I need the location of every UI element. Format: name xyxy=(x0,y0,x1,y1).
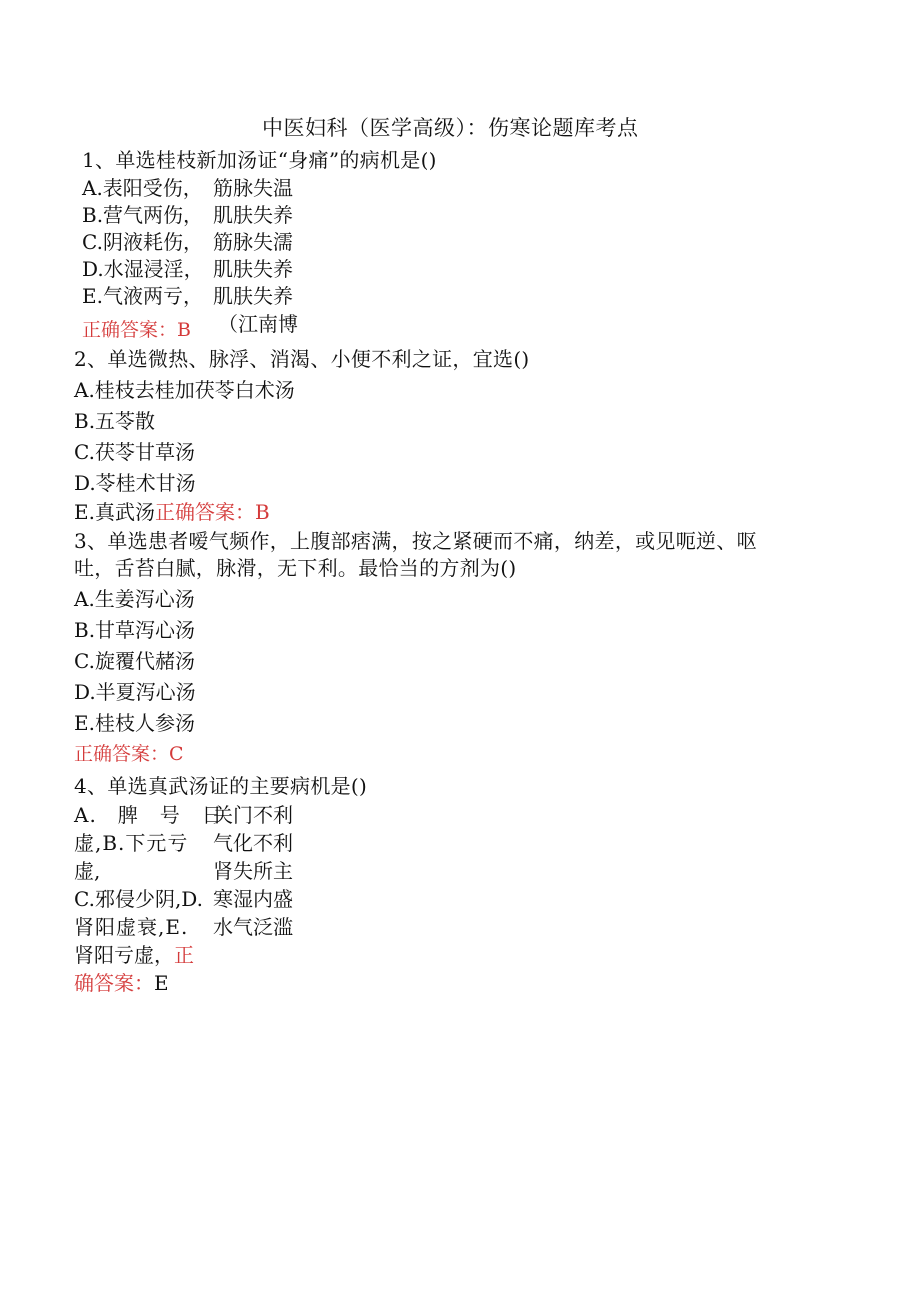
q1-option-c-tail: 筋脉失濡 xyxy=(213,230,293,254)
q4-left-line-6: 肾阳亏虚， xyxy=(74,943,174,967)
q4-answer-part1: 正 xyxy=(174,943,194,967)
q1-option-d-tail: 肌肤失养 xyxy=(213,257,293,281)
question-4-stem: 4、单选真武汤证的主要病机是() xyxy=(74,774,368,798)
q1-answer: 正确答案：B xyxy=(82,319,191,341)
q1-option-d: D.水湿浸淫， xyxy=(82,257,204,281)
q2-option-c: C.茯苓甘草汤 xyxy=(74,440,195,464)
question-1-stem: 1、单选桂枝新加汤证“身痛”的病机是() xyxy=(82,148,437,172)
q2-option-b: B.五苓散 xyxy=(74,409,156,433)
question-3-stem-line2: 吐，舌苔白腻，脉滑，无下利。最恰当的方剂为() xyxy=(74,556,517,580)
q4-left-line-1: A. 脾 号 日 xyxy=(74,803,223,827)
question-2-stem: 2、单选微热、脉浮、消渴、小便不利之证，宜选() xyxy=(74,347,530,371)
q3-option-a: A.生姜泻心汤 xyxy=(74,587,195,611)
q1-option-a-tail: 筋脉失温 xyxy=(213,176,293,200)
q3-option-c: C.旋覆代赭汤 xyxy=(74,649,195,673)
q3-option-e: E.桂枝人参汤 xyxy=(74,711,195,735)
q1-option-a: A.表阳受伤， xyxy=(82,176,203,200)
q4-left-line-6-row xyxy=(74,943,194,967)
q4-left-line-4: C.邪侵少阴,D. xyxy=(74,887,203,911)
q4-answer-row xyxy=(74,971,169,995)
q2-option-e-row xyxy=(74,500,270,524)
q3-option-b: B.甘草泻心汤 xyxy=(74,618,196,642)
q4-left-line-5: 肾阳虚衰,E. xyxy=(74,915,189,939)
q4-right-line-2: 气化不利 xyxy=(213,831,293,855)
question-3-stem-line1: 3、单选患者嗳气频作，上腹部痞满，按之紧硬而不痛，纳差，或见呃逆、呕 xyxy=(74,529,757,553)
q4-right-line-4: 寒湿内盛 xyxy=(213,887,293,911)
q1-source-fragment: （江南博 xyxy=(218,312,298,336)
q3-answer: 正确答案：C xyxy=(74,743,184,765)
q4-right-line-1: 关门不利 xyxy=(213,803,293,827)
q4-right-line-3: 肾失所主 xyxy=(213,859,293,883)
q1-option-b-tail: 肌肤失养 xyxy=(213,203,293,227)
q4-left-line-3: 虚, xyxy=(74,859,101,883)
q2-option-d: D.苓桂术甘汤 xyxy=(74,471,196,495)
q2-answer: 正确答案：B xyxy=(154,500,270,524)
q3-option-d: D.半夏泻心汤 xyxy=(74,680,196,704)
q1-option-e-tail: 肌肤失养 xyxy=(213,284,293,308)
q2-option-e: E.真武汤 xyxy=(74,500,155,524)
q4-left-line-2: 虚,B.下元亏 xyxy=(74,831,189,855)
q1-option-b: B.营气两伤， xyxy=(82,203,204,227)
page-title: 中医妇科（医学高级）：伤寒论题库考点 xyxy=(262,116,639,140)
q4-answer-part2: 确答案： xyxy=(74,971,154,995)
q4-right-line-5: 水气泛滥 xyxy=(213,915,293,939)
q4-answer-value: E xyxy=(154,971,169,995)
q1-option-c: C.阴液耗伤， xyxy=(82,230,203,254)
q2-option-a: A.桂枝去桂加茯苓白术汤 xyxy=(74,378,295,402)
q1-option-e: E.气液两亏， xyxy=(82,284,203,308)
